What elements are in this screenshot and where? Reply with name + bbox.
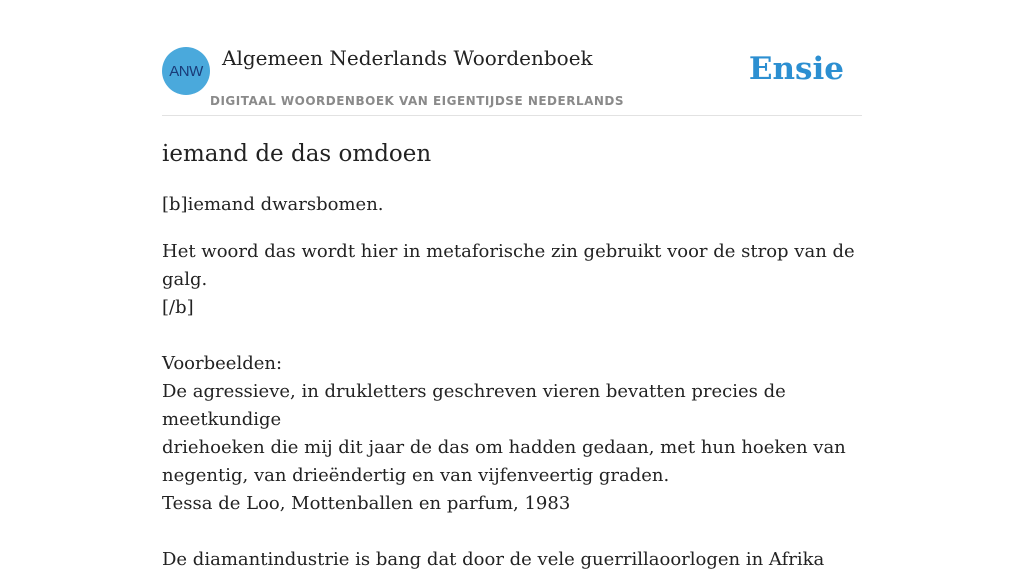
explanation-line: Het woord das wordt hier in metaforische zin gebruikt voor de strop van de galg. (162, 241, 855, 290)
site-header (162, 0, 862, 116)
ensie-brand-link[interactable]: Ensie (748, 51, 844, 87)
example-text-line: driehoeken die mij dit jaar de das om hadden gedaan, met hun hoeken van (162, 437, 846, 458)
site-title-link[interactable]: Algemeen Nederlands Woordenboek (222, 46, 593, 70)
site-subtitle: DIGITAAL WOORDENBOEK VAN EIGENTIJDSE NEDERLANDS (210, 94, 625, 108)
example-text-line: De diamantindustrie is bang dat door de vele guerrillaoorlogen in Afrika (162, 549, 825, 570)
logo-text: ANW (169, 62, 203, 80)
entry-content (162, 138, 862, 574)
example-text-line: negentig, van drieëndertig en van vijfenveertig graden. (162, 465, 670, 486)
entry-body (162, 238, 862, 574)
blank-line (162, 518, 862, 546)
explanation-line: [/b] (162, 297, 194, 318)
example-source: Tessa de Loo, Mottenballen en parfum, 1983 (162, 493, 571, 514)
example-text-line: De agressieve, in drukletters geschreven vieren bevatten precies de meetkundige (162, 381, 786, 430)
anw-logo[interactable] (162, 47, 210, 95)
blank-line (162, 322, 862, 350)
entry-headword: iemand de das omdoen (162, 141, 432, 167)
entry-definition: [b]iemand dwarsbomen. (162, 194, 384, 215)
examples-label: Voorbeelden: (162, 353, 283, 374)
